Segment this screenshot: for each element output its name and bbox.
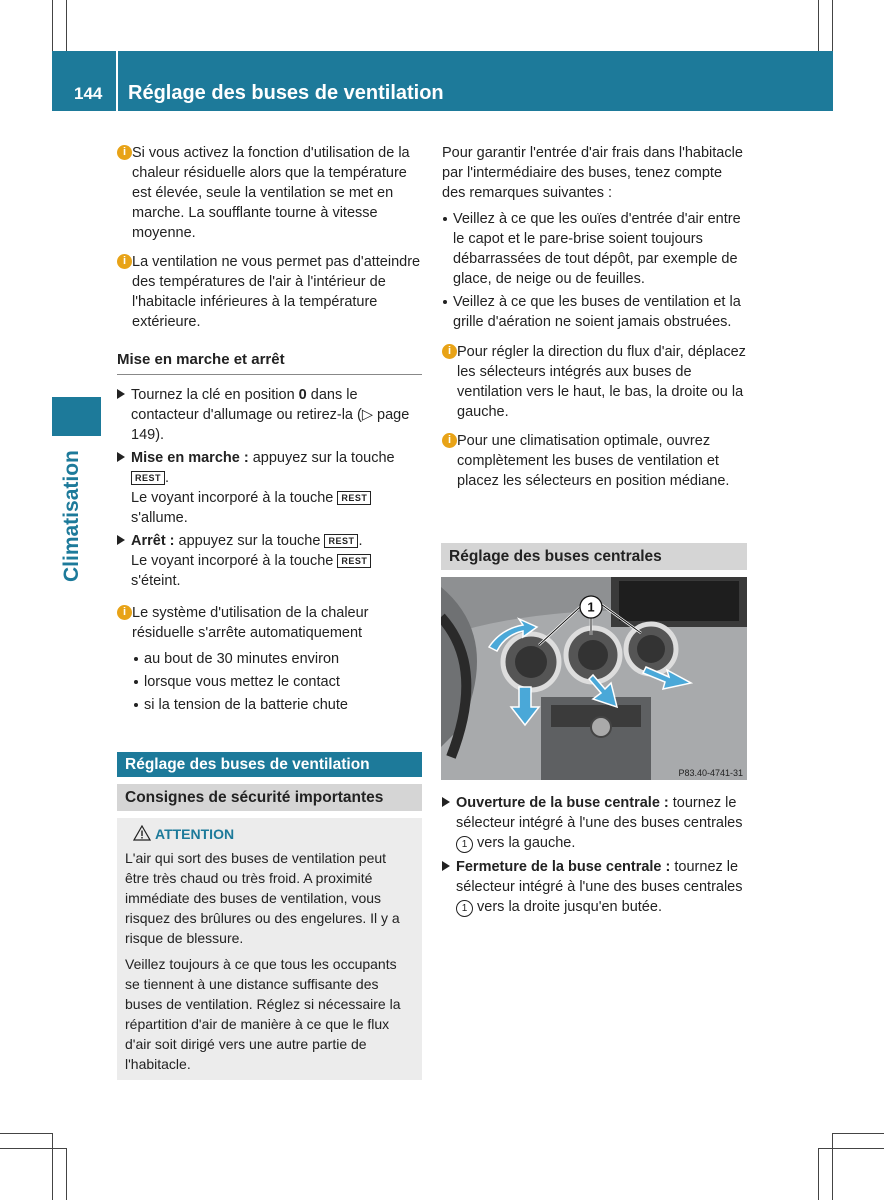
crop-mark: [818, 0, 819, 51]
crop-mark: [0, 1133, 52, 1134]
instruction-step: [442, 857, 748, 917]
page-title: Réglage des buses de ventilation: [128, 82, 444, 104]
step-text: appuyez sur la touche: [248, 450, 395, 466]
step-text: vers la droite jusqu'en butée.: [473, 899, 662, 915]
step-bold: Fermeture de la buse centrale :: [456, 859, 671, 875]
arrow-right-icon: [442, 861, 450, 871]
bullet-icon: [443, 300, 447, 304]
warning-triangle-icon: [133, 825, 151, 841]
bullet-icon: [134, 703, 138, 707]
instruction-step: [117, 385, 422, 445]
instruction-step: [117, 531, 422, 591]
intro-text: Pour garantir l'entrée d'air frais dans l'habitacle par l'intermédiaire des buses, tenez compte des remarques suivantes :: [442, 145, 743, 201]
step-bold: Mise en marche :: [131, 450, 249, 466]
chapter-tab: [52, 397, 101, 436]
list-text: si la tension de la batterie chute: [144, 697, 348, 713]
arrow-right-icon: [442, 797, 450, 807]
bullet-icon: [134, 657, 138, 661]
step-text: Tournez la clé en position: [131, 387, 299, 403]
warning-title: ATTENTION: [155, 826, 235, 842]
warning-text: L'air qui sort des buses de ventilation peut être très chaud ou très froid. A proximité immédiate des buses de ventilation, vous risquez des brûlures ou des engelures. Il y a risque de blessure.: [125, 850, 400, 946]
crop-mark: [66, 1148, 67, 1200]
list-text: au bout de 30 minutes environ: [144, 651, 340, 667]
callout-1-icon: 1: [456, 836, 473, 853]
callout-1: 1: [587, 599, 595, 615]
step-text: tournez le sélecteur intégré à l'une des buses centrales: [456, 859, 743, 895]
step-bold: Ouverture de la buse centrale :: [456, 795, 669, 811]
page-number: 144: [74, 84, 103, 103]
crop-mark: [52, 1133, 53, 1200]
callout-1-icon: 1: [456, 900, 473, 917]
step-text: s'éteint.: [131, 573, 181, 589]
list-item: [133, 649, 422, 669]
info-text: Pour régler la direction du flux d'air, déplacez les sélecteurs intégrés aux buses de ventilation vers le haut, le bas, la droite ou la gauche.: [457, 344, 746, 420]
warning-box: [117, 818, 422, 1080]
right-column: [442, 143, 748, 491]
left-column: [117, 143, 422, 1080]
vent-illustration: [441, 577, 747, 780]
info-note: [442, 431, 748, 491]
bullet-icon: [443, 217, 447, 221]
crop-mark: [832, 1133, 833, 1200]
info-text: Le système d'utilisation de la chaleur résiduelle s'arrête automatiquement: [132, 605, 369, 641]
section-heading: Mise en marche et arrêt: [117, 350, 422, 375]
arrow-right-icon: [117, 389, 125, 399]
crop-mark: [818, 1148, 884, 1149]
list-item: [133, 672, 422, 692]
step-text: appuyez sur la touche: [174, 533, 325, 549]
step-bold: 0: [298, 387, 307, 403]
section-band: Réglage des buses de ventilation: [117, 752, 422, 777]
arrow-right-icon: [117, 535, 125, 545]
arrow-right-icon: [117, 452, 125, 462]
list-item: [442, 292, 748, 332]
image-code: P83.40-4741-31: [678, 768, 743, 778]
subsection-band: Réglage des buses centrales: [441, 543, 747, 570]
list-text: lorsque vous mettez le contact: [144, 674, 340, 690]
info-icon: i: [117, 145, 132, 160]
step-bold: Arrêt :: [131, 533, 175, 549]
bullet-icon: [134, 680, 138, 684]
warning-heading: [125, 824, 414, 844]
crop-mark: [818, 1148, 819, 1200]
list-text: Veillez à ce que les buses de ventilation et la grille d'aération ne soient jamais obstruées.: [453, 294, 741, 330]
info-text: La ventilation ne vous permet pas d'atteindre des températures de l'air à l'intérieur de l'habitacle inférieures à la température extérieure.: [132, 254, 421, 330]
info-text: Pour une climatisation optimale, ouvrez complètement les buses de ventilation et placez les sélecteurs en position médiane.: [457, 433, 730, 489]
subsection-band: Consignes de sécurité importantes: [117, 784, 422, 811]
info-note: [442, 342, 748, 422]
list-item: [442, 209, 748, 289]
instruction-step: [117, 448, 422, 528]
info-icon: i: [117, 254, 132, 269]
rest-key-icon: REST: [337, 554, 371, 568]
crop-mark: [52, 0, 53, 51]
info-text: Si vous activez la fonction d'utilisation de la chaleur résiduelle alors que la température est élevée, seule la ventilation se met en marche. La soufflante tourne à vitesse moyenne.: [132, 145, 410, 241]
list-item: [133, 695, 422, 715]
rest-key-icon: REST: [324, 534, 358, 548]
step-text: .: [358, 533, 363, 549]
step-text: vers la gauche.: [473, 835, 576, 851]
instruction-step: [442, 793, 748, 853]
info-note: [117, 252, 422, 332]
info-icon: i: [442, 433, 457, 448]
dashboard-vents-image: [441, 577, 747, 780]
crop-mark: [832, 1133, 884, 1134]
info-icon: i: [117, 605, 132, 620]
list-text: Veillez à ce que les ouïes d'entrée d'air entre le capot et le pare-brise soient toujours débarrassées de tout dépôt, par exemple de glace, de neige ou de feuilles.: [453, 211, 741, 287]
rest-key-icon: REST: [337, 491, 371, 505]
step-text: dans le contacteur d'allumage ou retirez-la (▷ page 149).: [131, 387, 410, 443]
rest-key-icon: REST: [131, 471, 165, 485]
header-divider: [116, 51, 118, 111]
step-text: Le voyant incorporé à la touche: [131, 553, 338, 569]
crop-mark: [66, 0, 67, 51]
crop-mark: [832, 0, 833, 51]
info-note: [117, 143, 422, 243]
crop-mark: [0, 1148, 66, 1149]
step-text: s'allume.: [131, 510, 188, 526]
step-text: tournez le sélecteur intégré à l'une des buses centrales: [456, 795, 743, 831]
chapter-label: Climatisation: [60, 450, 83, 582]
step-text: Le voyant incorporé à la touche: [131, 490, 338, 506]
right-column-steps: [442, 793, 748, 917]
info-icon: i: [442, 344, 457, 359]
warning-text: Veillez toujours à ce que tous les occupants se tiennent à une distance suffisante des buses de ventilation. Réglez si nécessaire la répartition d'air de manière à ce que le flux d'air soit dirigé vers une autre partie de l'habitacle.: [125, 956, 401, 1072]
step-text: .: [165, 470, 170, 486]
info-note: [117, 603, 422, 643]
